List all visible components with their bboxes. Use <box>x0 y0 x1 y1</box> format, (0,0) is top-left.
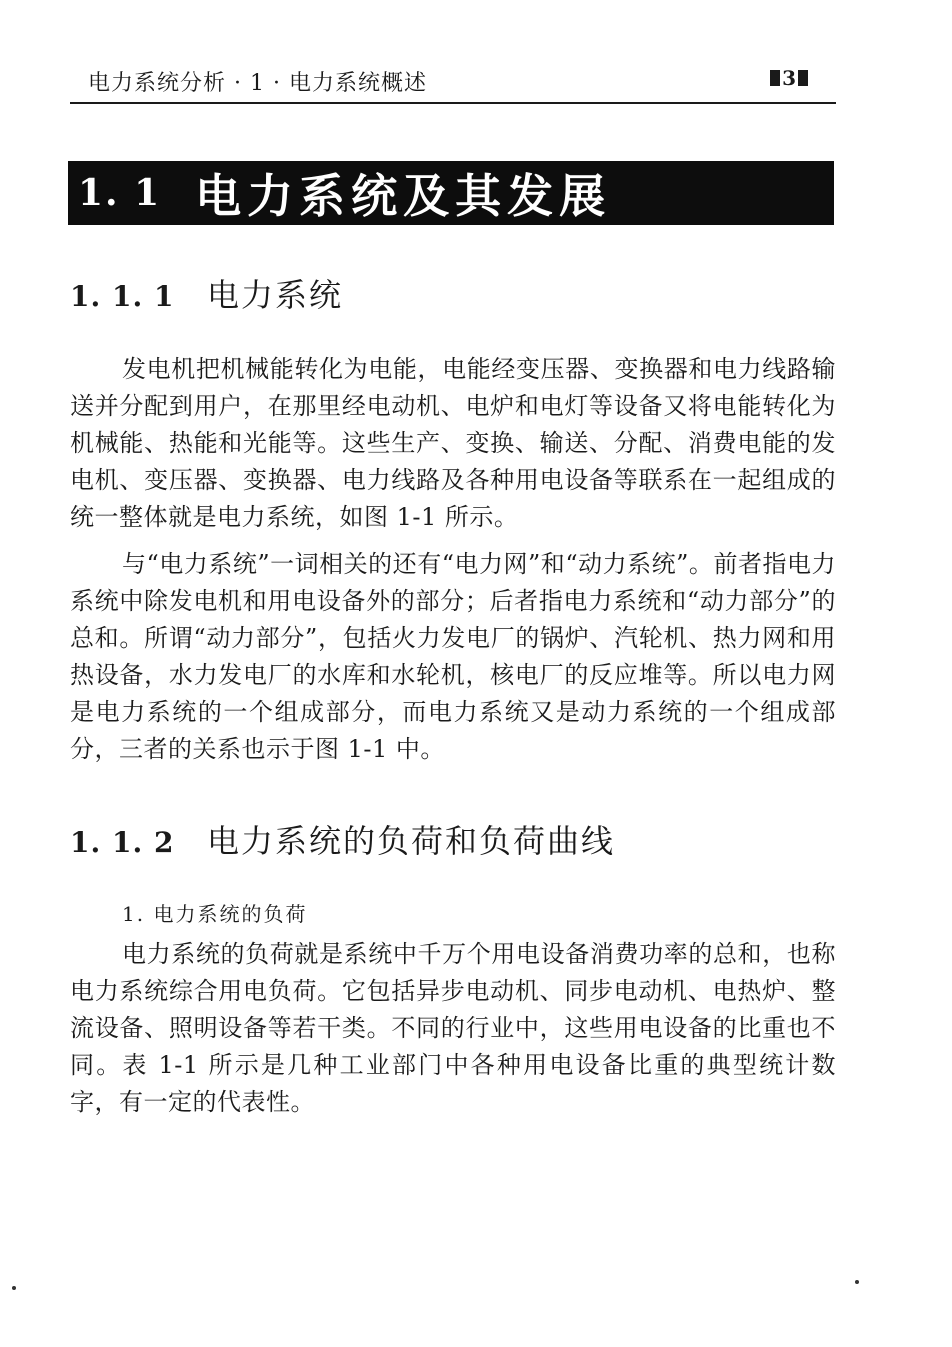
section-heading-1-1-1 <box>70 270 343 316</box>
page-number-text: 3 <box>782 66 796 90</box>
section-number: 1. 1. 2 <box>70 826 175 859</box>
section-number: 1. 1. 1 <box>70 280 175 313</box>
subheading: 1. 电力系统的负荷 <box>122 902 308 926</box>
paragraph: 电力系统的负荷就是系统中千万个用电设备消费功率的总和，也称电力系统综合用电负荷。它包括异步电动机、同步电动机、电热炉、整流设备、照明设备等若干类。不同的行业中，这些用电设备的比重也不同。表 1-1 所示是几种工业部门中各种用电设备比重的典型统计数字，有一定的代表性。 <box>70 940 836 1116</box>
scan-speck <box>855 1280 859 1284</box>
section-title: 电力系统 <box>207 276 344 314</box>
page-number-mark-right <box>798 70 808 86</box>
page-number-mark-left <box>770 70 780 86</box>
chapter-number: 1. 1 <box>78 172 162 214</box>
page-number <box>770 66 808 90</box>
scan-speck <box>12 1286 16 1290</box>
running-title: 电力系统分析 · 1 · 电力系统概述 <box>88 71 427 96</box>
section-heading-1-1-2 <box>70 816 615 862</box>
chapter-banner <box>68 161 834 225</box>
paragraph: 发电机把机械能转化为电能，电能经变压器、变换器和电力线路输送并分配到用户，在那里经电动机、电炉和电灯等设备又将电能转化为机械能、热能和光能等。这些生产、变换、输送、分配、消费电能的发电机、变压器、变换器、电力线路及各种用电设备等联系在一起组成的统一整体就是电力系统，如图 1-1 所示。 <box>70 355 836 531</box>
chapter-title: 电力系统及其发展 <box>195 169 612 223</box>
running-header <box>70 62 836 104</box>
section-title: 电力系统的负荷和负荷曲线 <box>207 822 616 860</box>
paragraph: 与“电力系统”一词相关的还有“电力网”和“动力系统”。前者指电力系统中除发电机和用电设备外的部分；后者指电力系统和“动力部分”的总和。所谓“动力部分”，包括火力发电厂的锅炉、汽轮机、热力网和用热设备，水力发电厂的水库和水轮机，核电厂的反应堆等。所以电力网是电力系统的一个组成部分，而电力系统又是动力系统的一个组成部分，三者的关系也示于图 1-1 中。 <box>70 550 836 763</box>
